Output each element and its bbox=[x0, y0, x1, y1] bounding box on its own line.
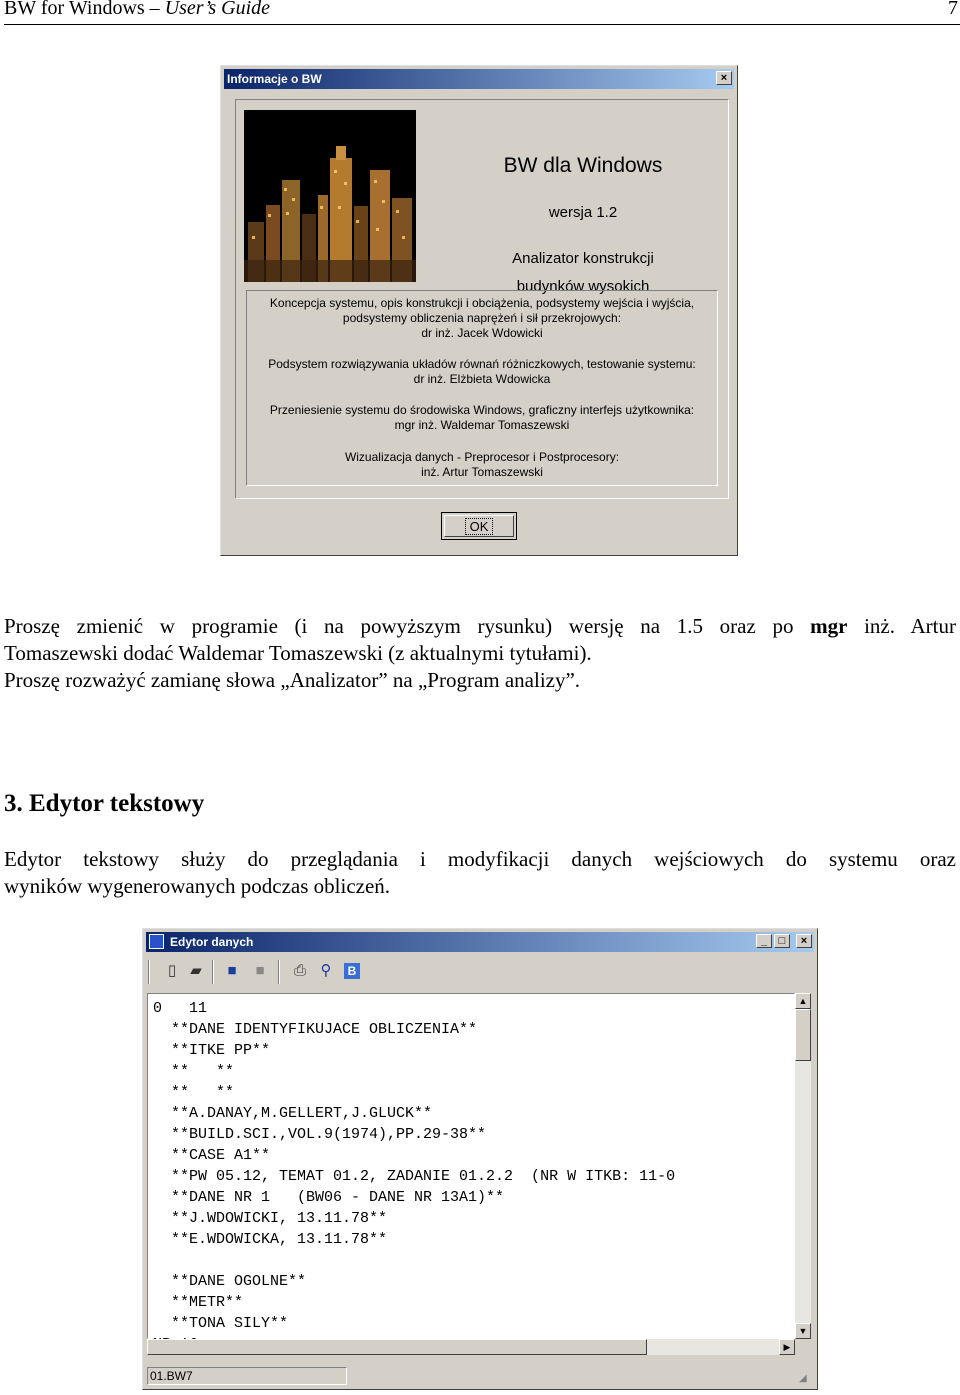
minimize-icon[interactable]: _ bbox=[756, 934, 772, 948]
paragraph-line: Proszę zmienić w programie (i na powyższym rysunku) wersję na 1.5 oraz po mgr inż. Artur bbox=[4, 614, 956, 638]
resize-grip-icon[interactable]: ◢ bbox=[799, 1373, 807, 1384]
b-icon[interactable]: B bbox=[344, 963, 360, 979]
credit-block: Koncepcja systemu, opis konstrukcji i obciążenia, podsystemy wejścia i wyjścia, podsystemy obliczenia naprężeń i sił przekrojowych: dr inż. Jacek Wdowicki bbox=[269, 296, 695, 340]
editor-window bbox=[142, 928, 818, 1390]
editor-title: Edytor danych bbox=[170, 935, 254, 949]
app-description-line2: budynków wysokich bbox=[516, 278, 650, 295]
about-dialog bbox=[220, 65, 738, 556]
credit-block: Przeniesienie systemu do środowiska Windows, graficzny interfejs użytkownika: mgr inż. Waldemar Tomaszewski bbox=[269, 403, 695, 432]
app-name: BW dla Windows bbox=[503, 154, 663, 177]
scroll-thumb[interactable] bbox=[147, 1339, 647, 1355]
close-icon[interactable]: × bbox=[716, 71, 732, 85]
scroll-up-icon[interactable]: ▲ bbox=[795, 993, 811, 1009]
credits-box bbox=[246, 290, 718, 486]
save-all-icon[interactable]: ■ bbox=[255, 962, 265, 979]
close-icon[interactable]: × bbox=[796, 934, 812, 948]
section-heading: 3. Edytor tekstowy bbox=[4, 790, 205, 817]
editor-titlebar[interactable] bbox=[146, 932, 814, 952]
editor-content: 0 11 **DANE IDENTYFIKUJACE OBLICZENIA** **ITKE PP** ** ** ** ** **A.DANAY,M.GELLERT,J.GLUCK** **BUILD.SCI.,VOL.9(1974),PP.29-38** **CASE A1** **PW 05.12, TEMAT 01.2, ZADANIE 01.2.2 (NR W ITKB: 11-0 **DANE NR 1 (BW06 - DANE NR 13A1)** **J.WDOWICKI, 13.11.78** **E.WDOWICKA, 13.11.78** **DANE OGOLNE** **METR** **TONA SILY** bbox=[153, 1000, 676, 1332]
page-number: 7 bbox=[948, 0, 958, 19]
paragraph-line: Tomaszewski dodać Waldemar Tomaszewski (z aktualnymi tytułami). bbox=[4, 641, 592, 665]
paragraph-line: wyników wygenerowanych podczas obliczeń. bbox=[4, 874, 391, 898]
scroll-down-icon[interactable]: ▼ bbox=[795, 1323, 811, 1339]
status-filename: 01.BW7 bbox=[147, 1367, 347, 1385]
scroll-thumb[interactable] bbox=[795, 1009, 811, 1061]
open-folder-icon[interactable]: ▰ bbox=[190, 962, 202, 979]
paragraph-line: Proszę rozważyć zamianę słowa „Analizator” na „Program analizy”. bbox=[4, 668, 581, 692]
editor-text-area[interactable] bbox=[147, 993, 795, 1339]
paragraph-line: Edytor tekstowy służy do przeglądania i modyfikacji danych wejściowych do systemu oraz bbox=[4, 847, 956, 871]
credit-block: Podsystem rozwiązywania układów równań różniczkowych, testowanie systemu: dr inż. Elżbieta Wdowicka bbox=[268, 357, 696, 386]
maximize-icon[interactable]: □ bbox=[774, 934, 790, 948]
credit-block: Wizualizacja danych - Preprocesor i Postprocesory: inż. Artur Tomaszewski bbox=[344, 450, 620, 479]
city-skyline-image bbox=[244, 110, 416, 282]
horizontal-scrollbar[interactable] bbox=[147, 1339, 795, 1355]
toolbar bbox=[148, 957, 812, 987]
app-version: wersja 1.2 bbox=[548, 204, 618, 221]
print-icon[interactable]: ⎙ bbox=[293, 962, 306, 979]
app-icon bbox=[149, 934, 164, 949]
about-titlebar[interactable] bbox=[224, 69, 734, 89]
status-bar bbox=[147, 1366, 813, 1386]
page-header bbox=[4, 0, 960, 25]
document-title: BW for Windows – User’s Guide bbox=[4, 0, 271, 19]
about-panel bbox=[235, 99, 729, 499]
app-description-line1: Analizator konstrukcji bbox=[512, 250, 654, 267]
about-title: Informacje o BW bbox=[227, 72, 322, 86]
save-icon[interactable]: ■ bbox=[227, 962, 237, 979]
find-icon[interactable]: ⚲ bbox=[320, 962, 332, 979]
new-file-icon[interactable]: ▯ bbox=[167, 962, 177, 979]
scroll-right-icon[interactable]: ▶ bbox=[779, 1339, 795, 1355]
vertical-scrollbar[interactable] bbox=[795, 993, 811, 1339]
ok-button[interactable]: OK bbox=[441, 512, 517, 540]
